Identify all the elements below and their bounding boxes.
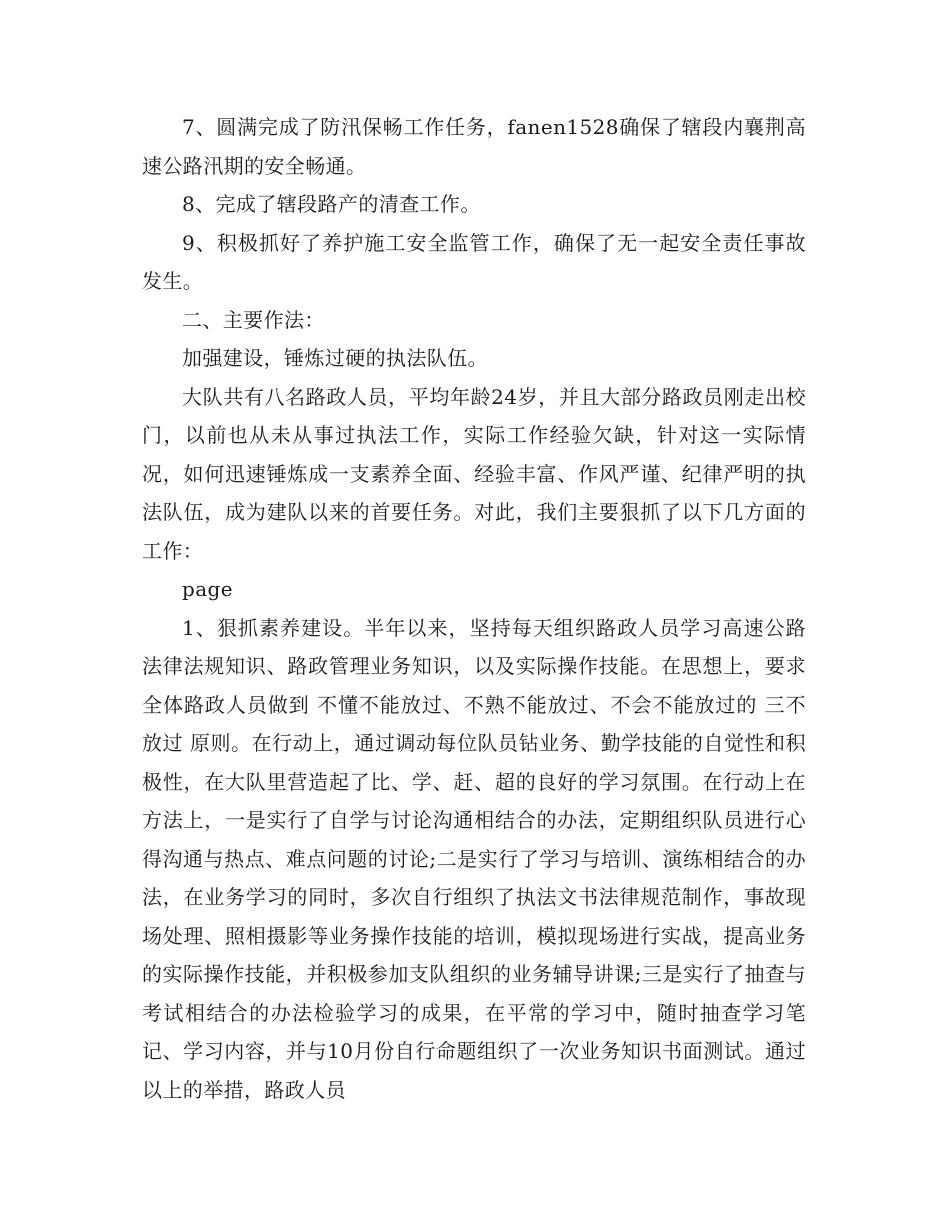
paragraph-team-overview: 大队共有八名路政人员，平均年龄24岁，并且大部分路政员刚走出校门，以前也从未从事过执法工作，实际工作经验欠缺，针对这一实际情况，如何迅速锤炼成一支素养全面、经验丰富、作风严谨、纪律严明的执法队伍，成为建队以来的首要任务。对此，我们主要狠抓了以下几方面的工作： (142, 384, 806, 563)
subheading-team-building: 加强建设，锤炼过硬的执法队伍。 (182, 346, 488, 370)
section-heading-main-methods: 二、主要作法： (182, 307, 325, 332)
document-body (142, 108, 806, 1109)
paragraph-item-8: 8、完成了辖段路产的清查工作。 (182, 192, 481, 216)
paragraph-item-7: 7、圆满完成了防汛保畅工作任务，fanen1528确保了辖段内襄荆高速公路汛期的安全畅通。 (142, 115, 806, 178)
paragraph-item-9: 9、积极抓好了养护施工安全监管工作，确保了无一起安全责任事故发生。 (142, 230, 806, 293)
page-marker: page (182, 577, 233, 601)
paragraph-quality-building: 1、狠抓素养建设。半年以来，坚持每天组织路政人员学习高速公路法律法规知识、路政管理业务知识，以及实际操作技能。在思想上，要求全体路政人员做到 不懂不能放过、不熟不能放过、不会不能放过的 三不放过 原则。在行动上，通过调动每位队员钻业务、勤学技能的自觉性和积极性，在大队里营造起了比、学、赶、超的良好的学习氛围。在行动上在方法上，一是实行了自学与讨论沟通相结合的办法，定期组织队员进行心得沟通与热点、难点问题的讨论;二是实行了学习与培训、演练相结合的办法，在业务学习的同时，多次自行组织了执法文书法律规范制作，事故现场处理、照相摄影等业务操作技能的培训，模拟现场进行实战，提高业务的实际操作技能，并积极参加支队组织的业务辅导讲课;三是实行了抽查与考试相结合的办法检验学习的成果，在平常的学习中，随时抽查学习笔记、学习内容，并与10月份自行命题组织了一次业务知识书面测试。通过以上的举措，路政人员 (142, 615, 806, 1102)
